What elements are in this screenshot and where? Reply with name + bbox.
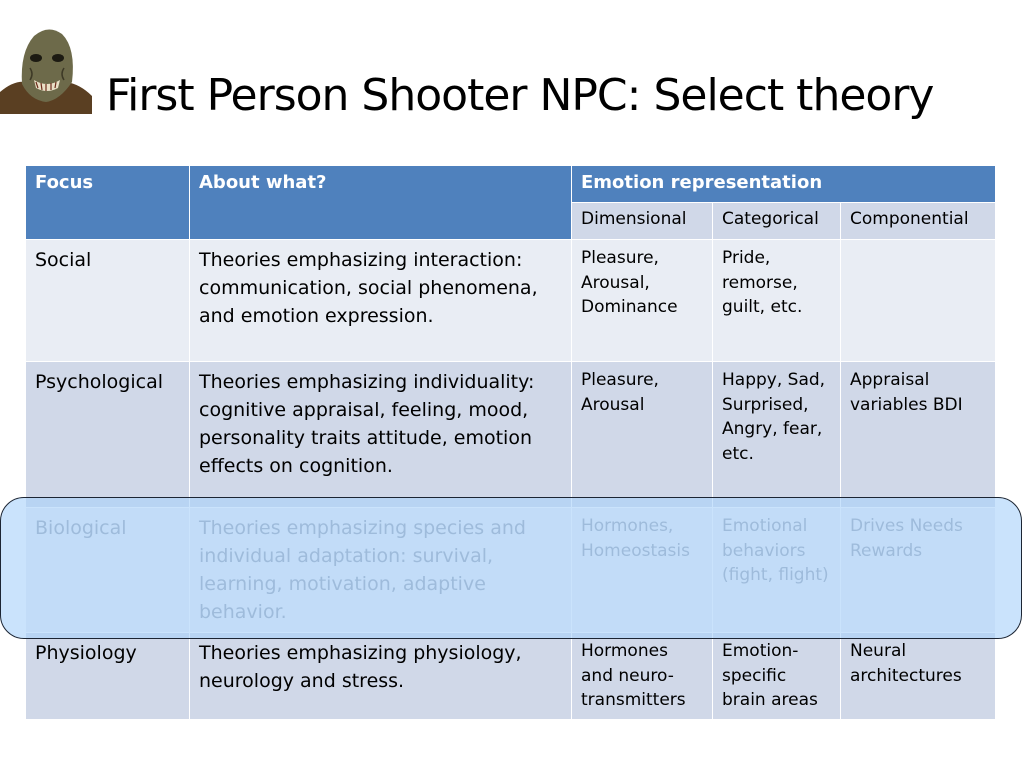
cell-componential	[841, 240, 996, 362]
cell-dimensional: Hormones and neuro-transmitters	[572, 633, 713, 720]
cell-componential: Appraisal variables BDI	[841, 362, 996, 508]
table-row-social	[26, 240, 996, 362]
cell-about: Theories emphasizing physiology, neurology and stress.	[190, 633, 572, 720]
slide-title: First Person Shooter NPC: Select theory	[106, 70, 934, 121]
header-dimensional: Dimensional	[572, 203, 713, 240]
biological-highlight-box	[0, 497, 1022, 639]
header-emotion-representation: Emotion representation	[572, 166, 996, 203]
header-focus: Focus	[26, 166, 190, 240]
header-componential: Componential	[841, 203, 996, 240]
cell-focus: Psychological	[26, 362, 190, 508]
cell-categorical: Happy, Sad, Surprised, Angry, fear, etc.	[713, 362, 841, 508]
cell-dimensional: Pleasure, Arousal, Dominance	[572, 240, 713, 362]
cell-about: Theories emphasizing individuality: cognitive appraisal, feeling, mood, personality traits attitude, emotion effects on cognition.	[190, 362, 572, 508]
cell-categorical: Emotion-specific brain areas	[713, 633, 841, 720]
zombie-face-icon	[0, 22, 92, 114]
table-row-physiology	[26, 633, 996, 720]
header-categorical: Categorical	[713, 203, 841, 240]
cell-about: Theories emphasizing interaction: communication, social phenomena, and emotion expression.	[190, 240, 572, 362]
table-row-psychological	[26, 362, 996, 508]
cell-dimensional: Pleasure, Arousal	[572, 362, 713, 508]
cell-focus: Physiology	[26, 633, 190, 720]
header-about: About what?	[190, 166, 572, 240]
cell-categorical: Pride, remorse, guilt, etc.	[713, 240, 841, 362]
cell-focus: Social	[26, 240, 190, 362]
cell-componential: Neural architectures	[841, 633, 996, 720]
